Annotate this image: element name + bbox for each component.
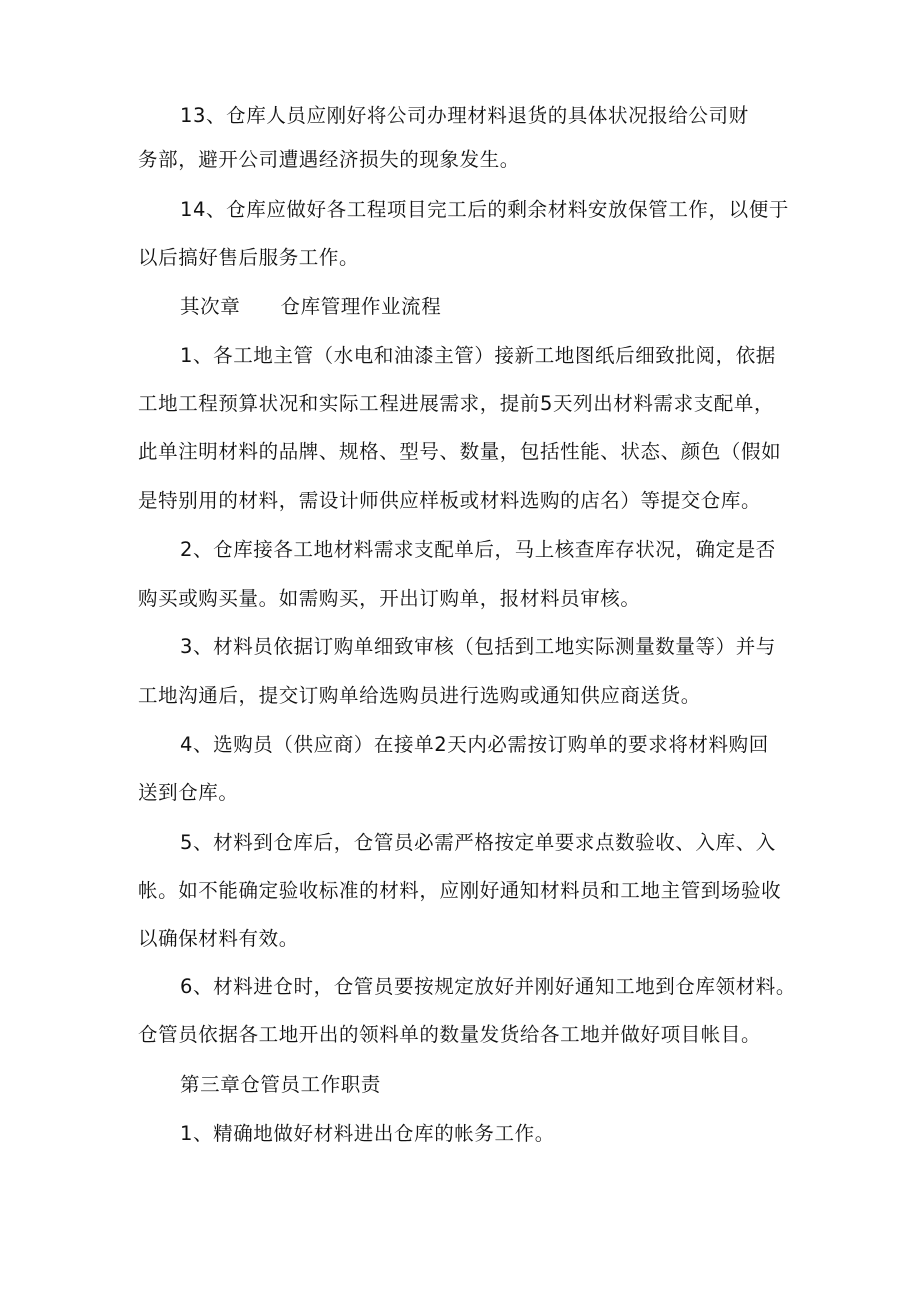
step-6-line-1: 6、材料进仓时，仓管员要按规定放好并刚好通知工地到仓库领材料。 [180, 975, 797, 998]
paragraph-14-line-2: 以后搞好售后服务工作。 [138, 246, 360, 269]
step-1-line-2: 工地工程预算状况和实际工程进展需求，提前5天列出材料需求支配单， [138, 392, 775, 415]
step-4-line-2: 送到仓库。 [138, 781, 239, 804]
paragraph-13-line-1: 13、仓库人员应刚好将公司办理材料退货的具体状况报给公司财 [180, 104, 749, 127]
step-3-line-1: 3、材料员依据订购单细致审核（包括到工地实际测量数量等）并与 [180, 635, 776, 658]
step-5-line-3: 以确保材料有效。 [138, 927, 299, 950]
step-3-line-2: 工地沟通后，提交订购单给选购员进行选购或通知供应商送货。 [138, 684, 701, 707]
step-5-line-2: 帐。如不能确定验收标准的材料，应刚好通知材料员和工地主管到场验收 [138, 879, 782, 902]
step-2-line-2: 购买或购买量。如需购买，开出订购单，报材料员审核。 [138, 587, 641, 610]
chapter-3-heading: 第三章仓管员工作职责 [180, 1073, 382, 1096]
step-1-line-4: 是特别用的材料，需设计师供应样板或材料选购的店名）等提交仓库。 [138, 489, 762, 512]
paragraph-13-line-2: 务部，避开公司遭遇经济损失的现象发生。 [138, 148, 520, 171]
chapter-2-heading: 其次章 仓库管理作业流程 [180, 295, 442, 318]
step-4-line-1: 4、选购员（供应商）在接单2天内必需按订购单的要求将材料购回 [180, 733, 769, 756]
duty-1-line-1: 1、精确地做好材料进出仓库的帐务工作。 [180, 1122, 555, 1145]
step-1-line-3: 此单注明材料的品牌、规格、型号、数量，包括性能、状态、颜色（假如 [138, 440, 782, 463]
step-1-line-1: 1、各工地主管（水电和油漆主管）接新工地图纸后细致批阅，依据 [180, 344, 776, 367]
step-5-line-1: 5、材料到仓库后，仓管员必需严格按定单要求点数验收、入库、入 [180, 831, 776, 854]
step-6-line-2: 仓管员依据各工地开出的领料单的数量发货给各工地并做好项目帐目。 [138, 1023, 762, 1046]
paragraph-14-line-1: 14、仓库应做好各工程项目完工后的剩余材料安放保管工作，以便于 [180, 198, 789, 221]
step-2-line-1: 2、仓库接各工地材料需求支配单后，马上核查库存状况，确定是否 [180, 538, 776, 561]
